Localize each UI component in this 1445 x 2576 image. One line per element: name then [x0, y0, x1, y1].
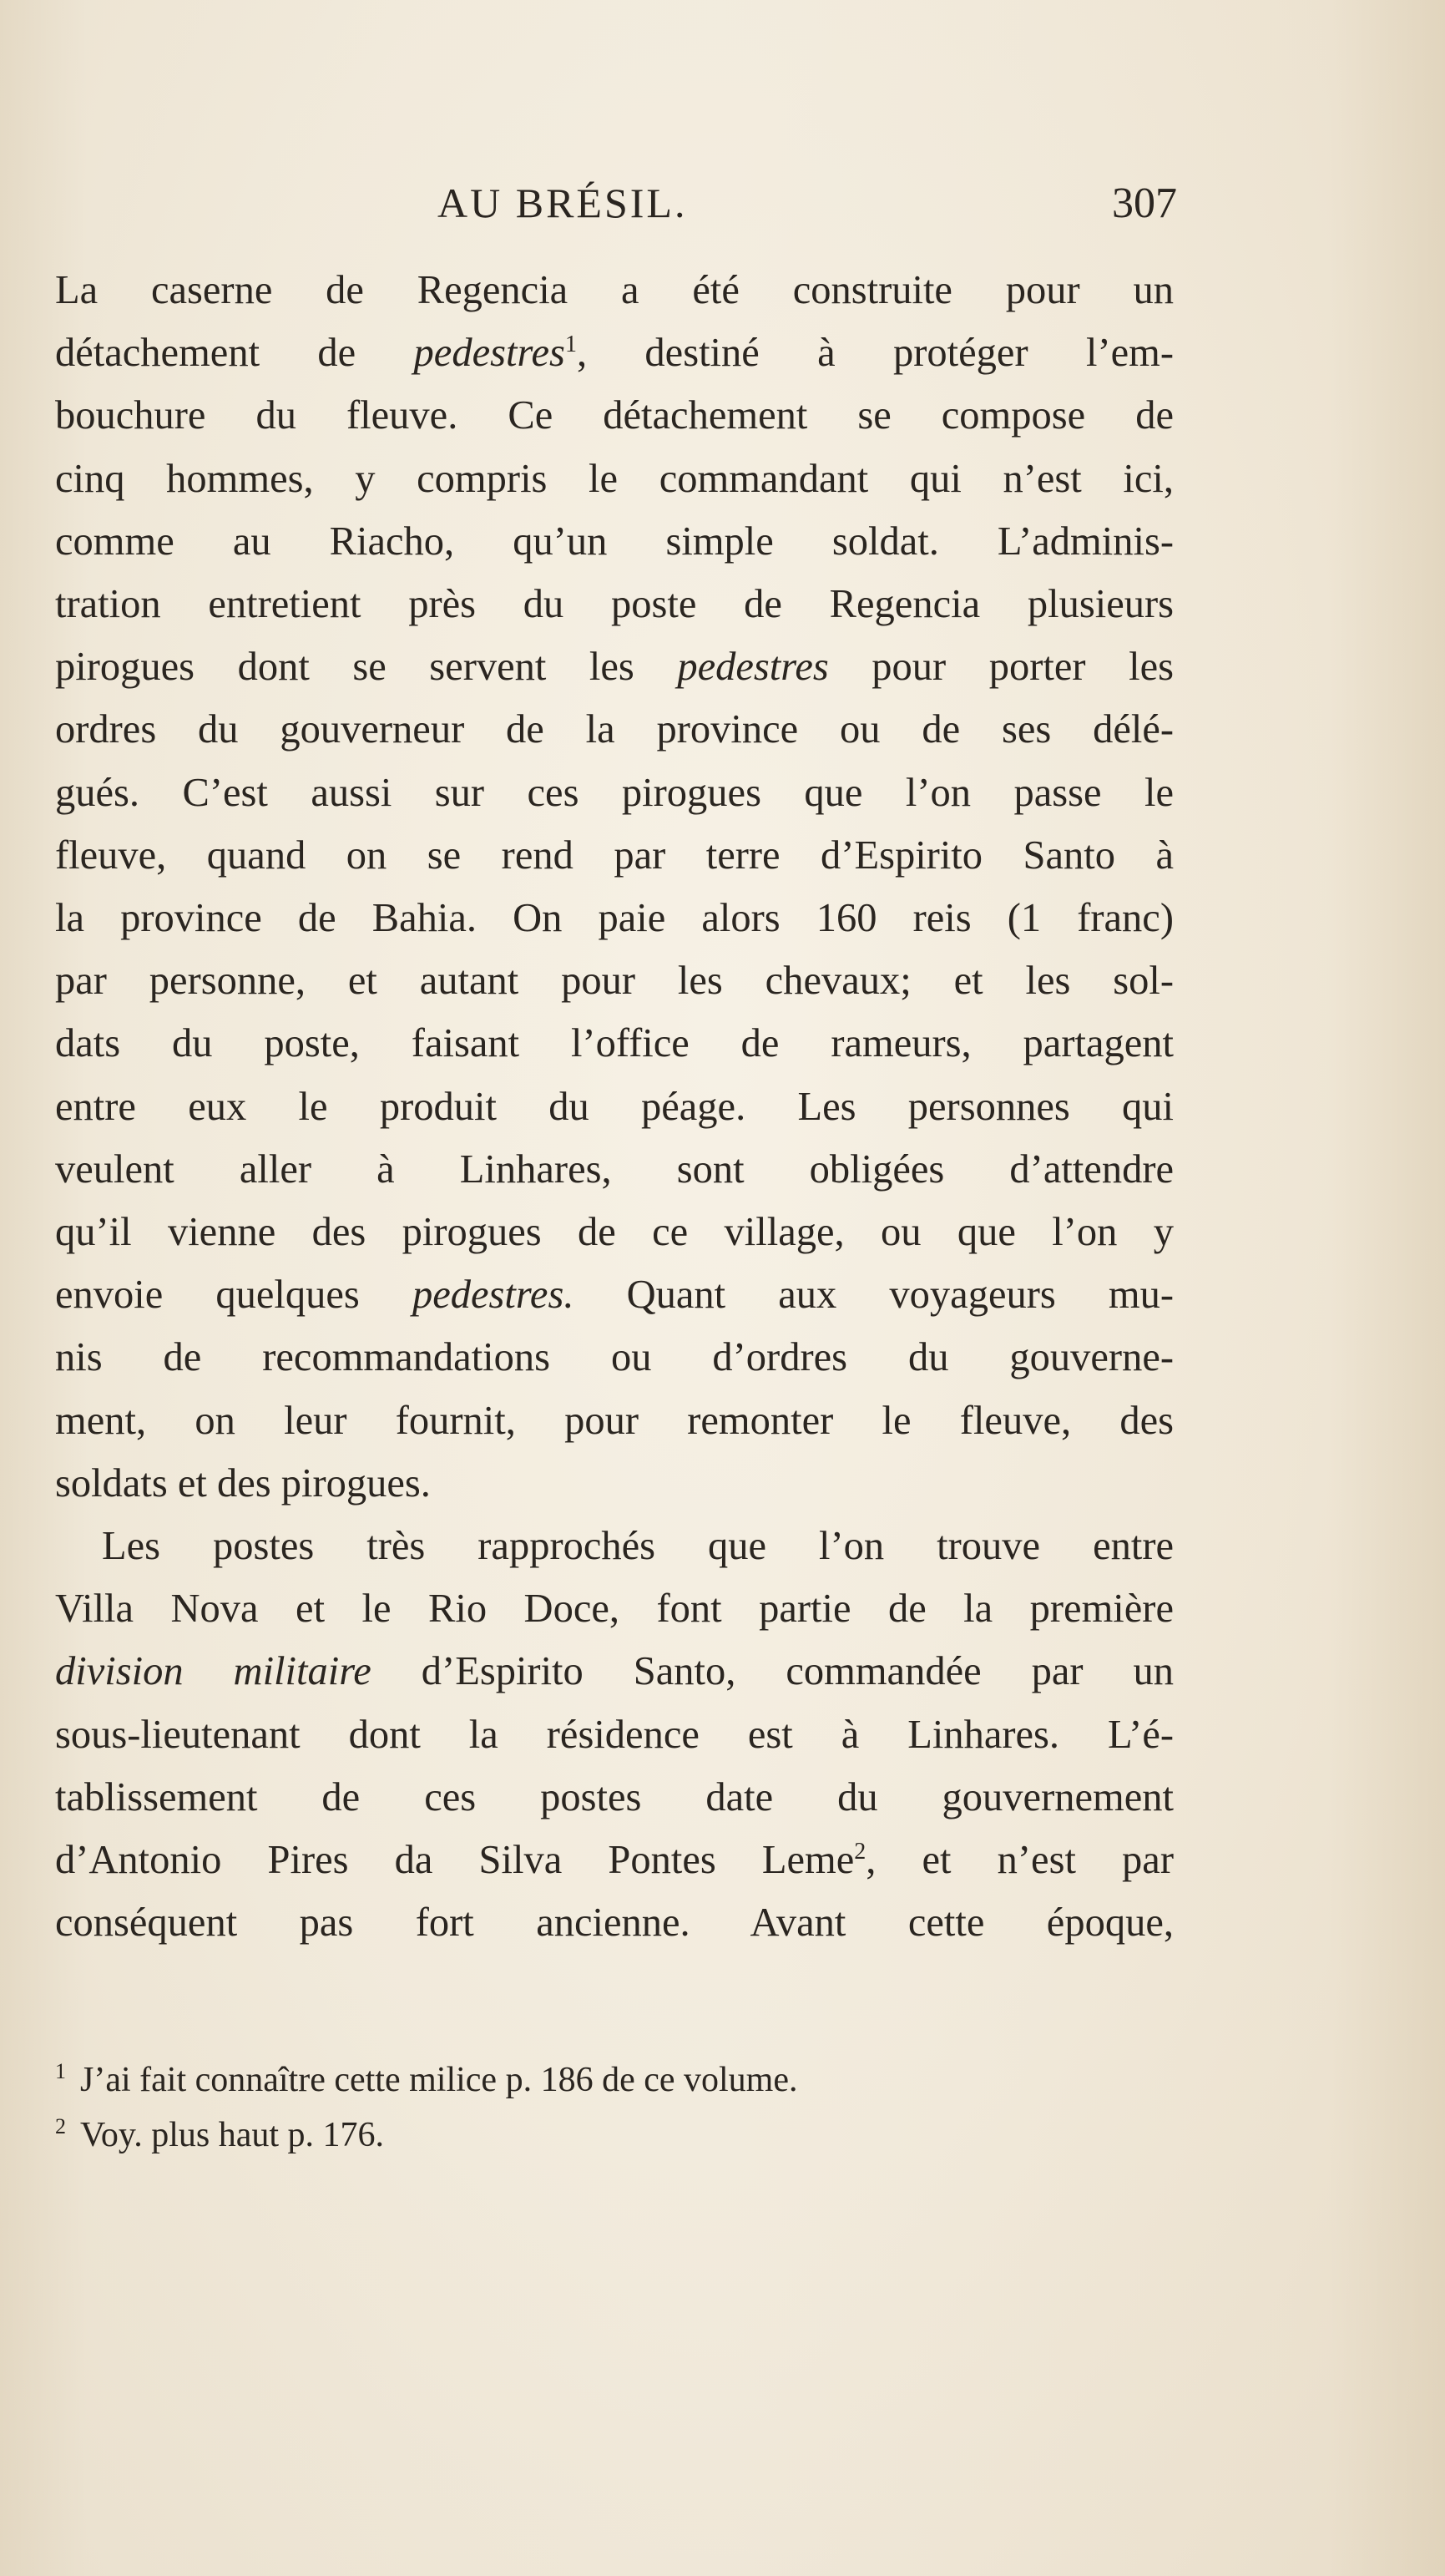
footnote-reference: 1 [564, 331, 577, 358]
page-header [58, 179, 1177, 237]
text-line [55, 1515, 1174, 1577]
footnote-text: Voy. plus haut p. 176. [80, 2116, 385, 2154]
body-text [55, 259, 1174, 1954]
text-segment: qu’il vienne des pirogues de ce village, ou que l’on y [55, 1210, 1174, 1255]
text-line [55, 1263, 1174, 1326]
text-line [55, 1012, 1174, 1075]
text-line [55, 573, 1174, 635]
footnotes [55, 2052, 1074, 2163]
italic-text: division militaire [55, 1649, 371, 1694]
text-segment: la province de Bahia. On paie alors 160 reis (1 franc) [55, 896, 1174, 941]
text-segment: pour porter les [828, 645, 1174, 690]
text-line [55, 887, 1174, 949]
paragraph [55, 259, 1174, 1515]
footnote: 2 Voy. plus haut p. 176. [55, 2114, 385, 2154]
text-segment: par personne, et autant pour les chevaux; et les sol- [55, 959, 1174, 1004]
text-segment: , et n’est par [866, 1838, 1174, 1883]
text-line [55, 1577, 1174, 1640]
text-line [55, 384, 1174, 447]
text-line [55, 1201, 1174, 1263]
footnote-reference: 2 [854, 1838, 866, 1865]
italic-text: pedestres. [412, 1273, 574, 1318]
page-number: 307 [1112, 180, 1177, 227]
text-segment: sous-lieutenant dont la résidence est à Linhares. L’é- [55, 1712, 1174, 1757]
text-segment: conséquent pas fort ancienne. Avant cette époque, [55, 1900, 1174, 1946]
text-line [55, 1640, 1174, 1703]
italic-text: pedestres [413, 331, 565, 376]
text-line [55, 635, 1174, 698]
text-segment: d’Espirito Santo, commandée par un [371, 1649, 1175, 1694]
text-segment: d’Antonio Pires da Silva Pontes Leme [55, 1838, 855, 1883]
text-line [55, 1703, 1174, 1766]
text-line [55, 1891, 1174, 1954]
text-segment: ordres du gouverneur de la province ou de ses délé- [55, 707, 1174, 752]
text-line [55, 1452, 1174, 1515]
footnote-text: J’ai fait connaître cette milice p. 186 de ce volume. [80, 2061, 798, 2099]
paragraph [55, 1515, 1174, 1954]
text-segment: tablissement de ces postes date du gouvernement [55, 1774, 1174, 1819]
text-segment: fleuve, quand on se rend par terre d’Espirito Santo à [55, 833, 1174, 878]
text-segment: , destiné à protéger l’em- [576, 331, 1174, 376]
text-line [55, 949, 1174, 1012]
text-segment: entre eux le produit du péage. Les personnes qui [55, 1084, 1174, 1129]
text-line [55, 510, 1174, 573]
text-line [55, 1138, 1174, 1201]
text-segment: nis de recommandations ou d’ordres du gouverne- [55, 1335, 1174, 1380]
text-segment: cinq hommes, y compris le commandant qui n’est ici, [55, 456, 1174, 501]
text-line [55, 1389, 1174, 1452]
text-segment: envoie quelques [55, 1273, 412, 1318]
text-line [55, 762, 1174, 824]
footnote: 1 J’ai fait connaître cette milice p. 186 de ce volume. [55, 2059, 798, 2099]
text-line [55, 259, 1174, 321]
text-line [55, 321, 1174, 384]
italic-text: pedestres [677, 645, 829, 690]
text-segment: La caserne de Regencia a été construite pour un [55, 268, 1174, 312]
running-title: AU BRÉSIL. [437, 180, 688, 226]
text-line [55, 1829, 1174, 1891]
text-segment: veulent aller à Linhares, sont obligées d’attendre [55, 1146, 1174, 1192]
text-segment: soldats et des pirogues. [55, 1460, 431, 1506]
text-line [55, 1326, 1174, 1389]
text-segment: Les postes très rapprochés que l’on trouve entre [102, 1524, 1174, 1569]
text-segment: ment, on leur fournit, pour remonter le fleuve, des [55, 1398, 1174, 1443]
text-segment: gués. C’est aussi sur ces pirogues que l’on passe le [55, 770, 1174, 815]
text-segment: comme au Riacho, qu’un simple soldat. L’adminis- [55, 519, 1174, 564]
text-line [55, 1766, 1174, 1829]
text-line [55, 698, 1174, 761]
text-line [55, 1075, 1174, 1138]
text-segment: dats du poste, faisant l’office de rameurs, partagent [55, 1021, 1174, 1066]
text-segment: bouchure du fleuve. Ce détachement se compose de [55, 393, 1174, 438]
text-line [55, 448, 1174, 510]
text-segment: tration entretient près du poste de Regencia plusieurs [55, 582, 1174, 627]
text-line [55, 824, 1174, 887]
text-segment: Quant aux voyageurs mu- [573, 1273, 1174, 1318]
text-segment: pirogues dont se servent les [55, 645, 678, 690]
text-segment: détachement de [55, 331, 414, 376]
text-segment: Villa Nova et le Rio Doce, font partie de la première [55, 1587, 1174, 1632]
